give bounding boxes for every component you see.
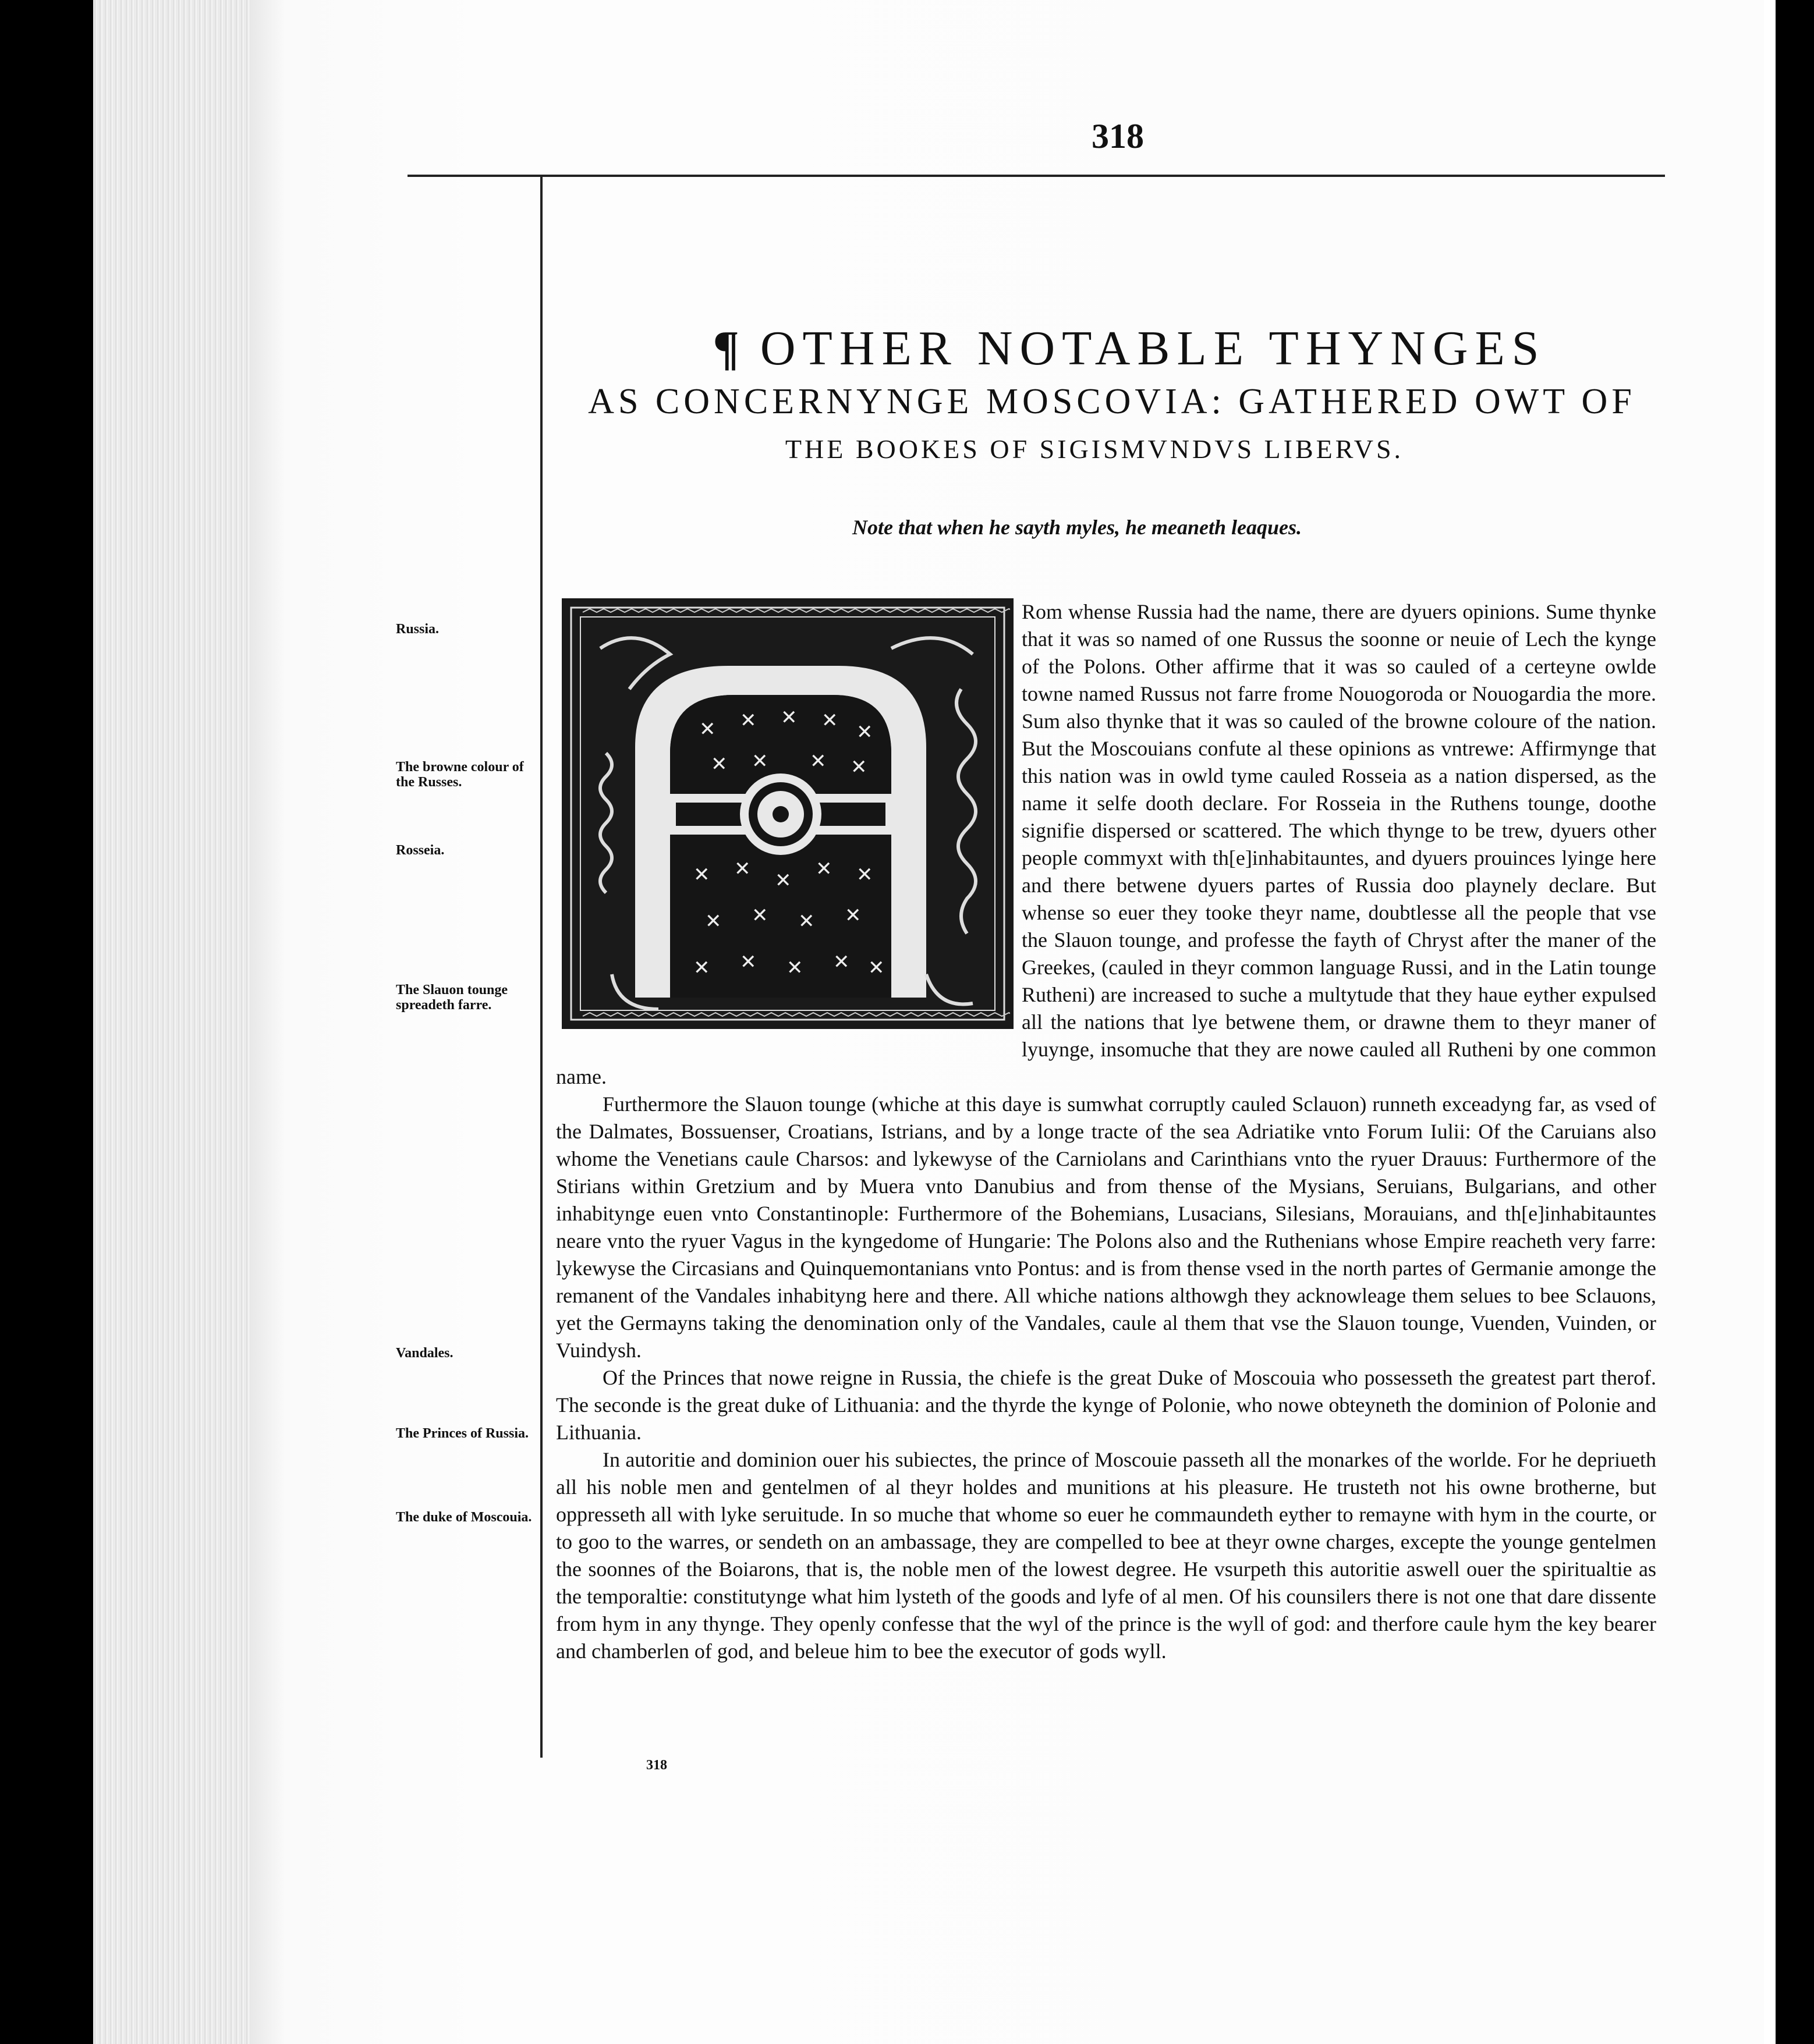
svg-text:✕: ✕ [856,721,873,744]
body-text [556,598,1656,1665]
svg-text:✕: ✕ [868,956,885,980]
paragraph-slauon-tounge: Furthermore the Slauon tounge (whiche at this daye is sumwhat corruptly cauled Sclauon) runneth exceadyng far, as vsed of the Dalmates, Bossuenser, Croatians, Istrians, and by a longe tracte of the sea Adriatike vnto Forum Iulii: Of the Caruians also whome the Venetians caule Charsos: and lykewyse of the Carniolans and Carinthians vnto the ryuer Drauus: Furthermore of the Stirians within Gretzium and by Muera vnto Danubius and from thense of the Mysians, Seruians, Bulgarians, and other inhabitynge euen vnto Constantinople: Furthermore of the Bohemians, Lusacians, Silesians, Morauians, and th[e]inhabitauntes neare vnto the ryuer Vagus in the kyngedome of Hungarie: The Polons also and the Ruthenians whose Empire reacheth very farre: lykewyse the Circasians and Quinquemontanians vnto Pontus: and is from thense vsed in the north partes of Germanie amonge the remanent of the Vandales inhabityng here and there. All whiche nations althowgh they acknowleage them selues to bee Sclauons, yet the Germayns taking the denomination only of the Vandales, caule al them that vse the Slauon tounge, Vuenden, Vuinden, or Vuindysh. [556,1092,1656,1362]
svg-text:✕: ✕ [752,750,768,773]
svg-text:✕: ✕ [810,750,827,773]
svg-text:✕: ✕ [740,950,757,974]
svg-text:✕: ✕ [734,857,751,881]
svg-text:✕: ✕ [705,910,722,933]
svg-text:✕: ✕ [816,857,832,881]
editorial-note: Note that when he sayth myles, he meaneth leaques. [852,516,1302,539]
svg-text:✕: ✕ [711,753,728,776]
paragraph-origin-of-name: Rom whense Russia had the name, there are dyuers opinions. Sume thynke that it was so named of one Russus the soonne or neuie of Lech the kynge of the Polons. Other affirme that it was so cauled of a certeyne owlde towne named Russus not farre frome Nouogoroda or Nouogardia the more. Sum also thynke that it was so cauled of the browne coloure of the nation. But the Moscouians confute al these opinions as vntrewe: Affirmynge that this nation was in owld tyme cauled Rosseia as a nation dispersed, as the name it selfe dooth declare. For Rosseia in the Ruthens tounge, doothe signifie dispersed or scattered. The which thynge to be trew, dyuers other people commyxt with th[e]inhabitauntes, and dyuers prouinces lyinge here and there betwene dyuers partes of Russia doo playnely declare. But whense so euer they tooke theyr name, doubtlesse all the people that vse the Slauon tounge, and professe the fayth of Chryst after the maner of the Greekes, (cauled in theyr common language Russi, and in the Latin tounge Rutheni) are increased to suche a multytude that they haue eyther expulsed all the nations that lye betwene them, or drawne them to theyr maner of lyuynge, insomuche that they are nowe cauled all Rutheni by one common name. [556,600,1656,1088]
svg-text:✕: ✕ [781,706,798,729]
paragraph-autoritie: In autoritie and dominion ouer his subiectes, the prince of Moscouie passeth all the monarkes of the worlde. For he depriueth all his noble men and gentelmen of al theyr holdes and munitions at his pleasure. He trusteth not his owne brotherne, but oppresseth all with lyke seruitude. In so muche that whome so euer he commaundeth eyther to remayne with hym in the courte, or to goo to the warres, or sendeth on an ambassage, they are compelled to bee at theyr owne charges, excepte the younge gentelmen the soonnes of the Boiarons, that is, the noble men of the lowest degree. He vsurpeth this autoritie aswell ouer the spiritualtie as the temporaltie: constitutynge what him lysteth of the goods and lyfe of al men. Of his counsilers there is not one that dare dissente from hym in any thynge. They openly confesse that the wyl of the prince is the wyll of god: and therfore caule hym the key bearer and chamberlen of god, and beleue him to bee the executor of gods wyll. [556,1448,1656,1663]
header-rule [408,175,1665,177]
margin-note-vandales: Vandales. [396,1346,454,1361]
margin-note-browne-colour: The browne colour of the Russes. [396,760,524,790]
chapter-title [664,320,1595,377]
svg-text:✕: ✕ [699,718,716,741]
svg-text:✕: ✕ [798,910,815,933]
right-page-edge [1764,0,1776,2044]
paragraph-mark-icon: ¶ [713,321,746,375]
svg-text:✕: ✕ [786,956,803,980]
svg-text:✕: ✕ [821,709,838,732]
margin-note-princes: The Princes of Russia. [396,1426,529,1441]
margin-note-rosseia: Rosseia. [396,843,445,858]
svg-text:✕: ✕ [740,709,757,732]
margin-column-rule [540,175,543,1758]
svg-text:✕: ✕ [856,863,873,886]
margin-note-russia: Russia. [396,622,440,637]
chapter-subtitle-line-2: THE BOOKES OF SIGISMVNDVS LIBERVS. [785,434,1404,464]
folio-number: 318 [646,1758,667,1773]
svg-text:✕: ✕ [851,755,867,779]
chapter-subtitle: AS CONCERNYNGE MOSCOVIA: GATHERED OWT OF [588,382,1636,421]
page-number: 318 [1092,117,1144,155]
svg-text:✕: ✕ [752,904,768,927]
title-text: OTHER NOTABLE THYNGES [760,321,1546,375]
margin-note-duke: The duke of Moscouia. [396,1510,532,1525]
margin-note-slauon-tounge: The Slauon tounge spreadeth farre. [396,982,508,1013]
svg-text:✕: ✕ [693,956,710,980]
book-page-edges [93,0,268,2044]
paragraph-princes: Of the Princes that nowe reigne in Russia, the chiefe is the great Duke of Moscouia who possesseth the greatest part therof. The seconde is the great duke of Lithuania: and the thyrde the kynge of Polonie, who nowe obteyneth the dominion of Polonie and Lithuania. [556,1366,1656,1444]
svg-text:✕: ✕ [845,904,862,927]
svg-text:✕: ✕ [833,950,850,974]
svg-text:✕: ✕ [775,869,792,892]
svg-text:✕: ✕ [693,863,710,886]
